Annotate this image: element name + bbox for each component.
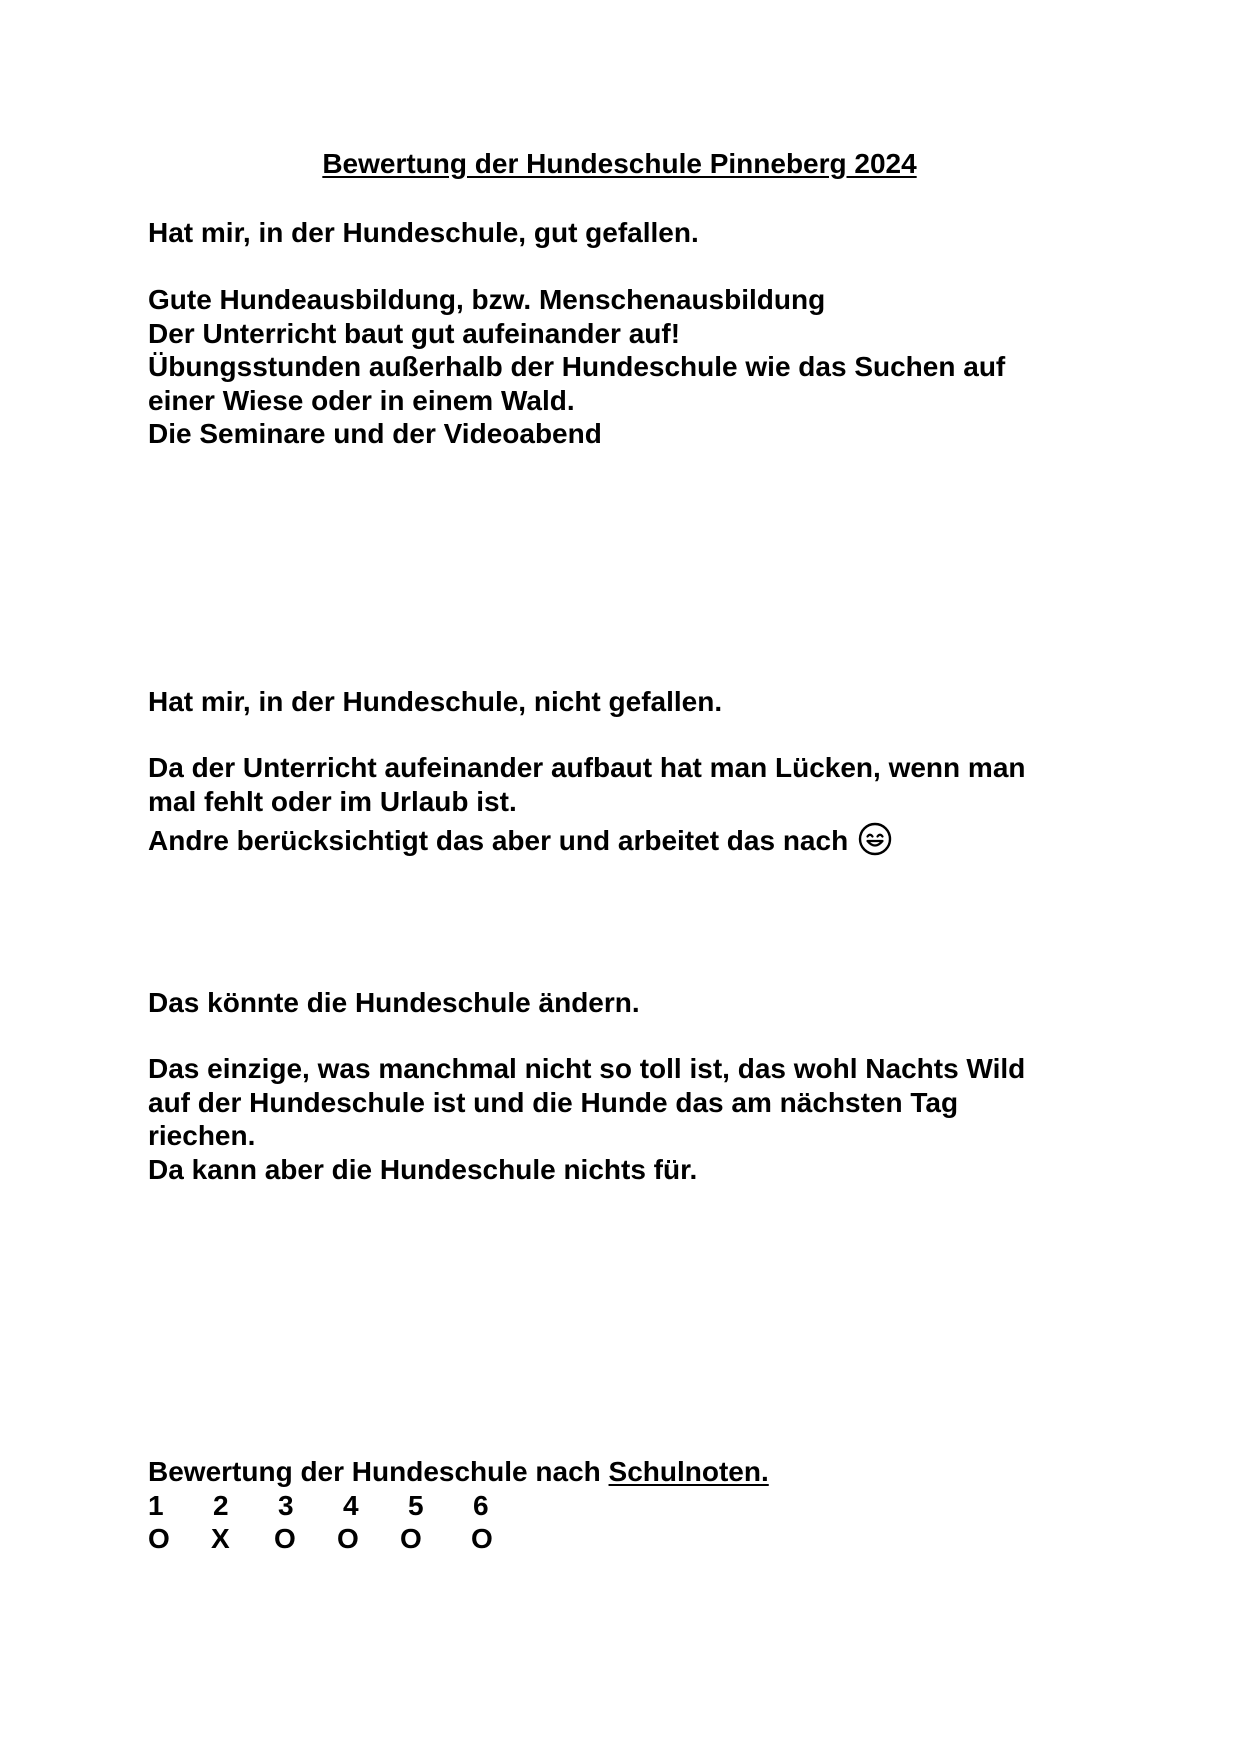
grade-mark: O [274,1523,296,1554]
text-line: Die Seminare und der Videoabend [148,418,602,449]
rating-label-underlined: Schulnoten. [608,1456,769,1487]
section-heading: Hat mir, in der Hundeschule, gut gefallen. [148,217,699,248]
grade-mark: O [471,1523,493,1554]
text-line: Da kann aber die Hundeschule nichts für. [148,1153,698,1185]
improve-heading [148,986,1108,1020]
text-line: mal fehlt oder im Urlaub ist. [148,785,517,817]
grade-number: 3 [278,1490,294,1521]
section-heading: Das könnte die Hundeschule ändern. [148,987,640,1018]
improve-text [148,1052,1108,1186]
grade-mark: O [337,1523,359,1554]
text-line: Da der Unterricht aufeinander aufbaut hat man Lücken, wenn man [148,752,1026,783]
page-title: Bewertung der Hundeschule Pinneberg 2024 [322,148,917,179]
disliked-text [148,751,1108,856]
text-line: auf der Hundeschule ist und die Hunde das am nächsten Tag [148,1086,959,1118]
text-line: Der Unterricht baut gut aufeinander auf! [148,317,681,349]
rating-label-text: Bewertung der Hundeschule nach [148,1456,609,1487]
liked-text [148,283,1108,451]
grade-number: 6 [473,1490,489,1521]
grade-number: 5 [408,1490,424,1521]
text-line: einer Wiese oder in einem Wald. [148,384,575,416]
grade-number: 1 [148,1490,164,1521]
text-line: riechen. [148,1120,256,1151]
grade-number: 2 [213,1490,229,1521]
rating-label [148,1455,1108,1489]
text-line: Gute Hundeausbildung, bzw. Menschenausbildung [148,284,826,315]
grade-mark: O [148,1523,170,1554]
grade-numbers [148,1489,548,1523]
grade-mark-selected: X [211,1523,230,1554]
liked-heading [148,216,1108,250]
text-line: Übungsstunden außerhalb der Hundeschule wie das Suchen auf [148,351,1006,382]
grade-marks [148,1522,548,1556]
text-line: Andre berücksichtigt das aber und arbeitet das nach [148,825,849,856]
smiling-face-icon [858,822,892,856]
grade-number: 4 [343,1490,359,1521]
text-line-with-emoji [148,822,1108,856]
grade-mark: O [400,1523,422,1554]
disliked-heading [148,685,1108,719]
text-line: Das einzige, was manchmal nicht so toll ist, das wohl Nachts Wild [148,1053,1026,1084]
section-heading: Hat mir, in der Hundeschule, nicht gefallen. [148,686,723,717]
